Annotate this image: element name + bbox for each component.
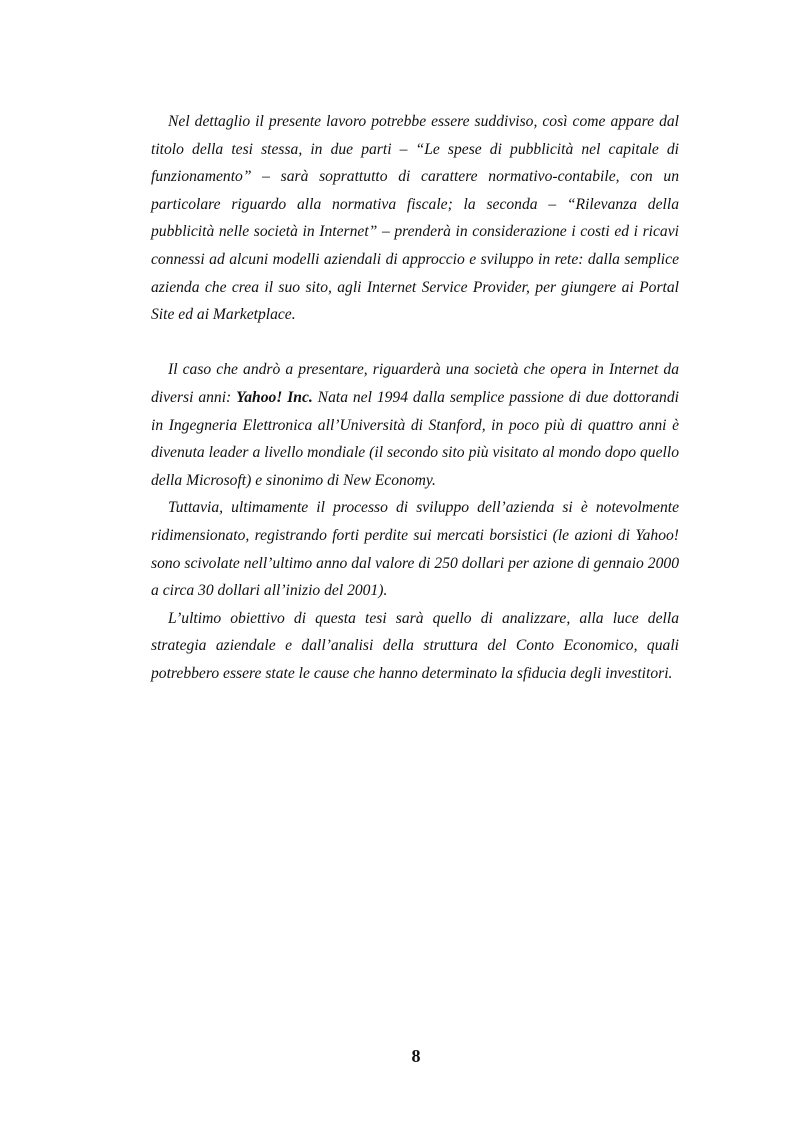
paragraph-yahoo-case-lead: Il caso che andrò a presentare, riguarderà una società che opera in Internet da diversi anni: bbox=[151, 361, 679, 406]
paragraph-intro: Nel dettaglio il presente lavoro potrebbe essere suddiviso, così come appare dal titolo della tesi stessa, in due parti – “Le spese di pubblicità nel capitale di funzionamento” – sarà soprattutto di carattere normativo-contabile, con un particolare riguardo alla normativa fiscale; la seconda – “Rilevanza della pubblicità nelle società in Internet” – prenderà in considerazione i costi ed i ricavi connessi ad alcuni modelli aziendali di approccio e sviluppo in rete: dalla semplice azienda che crea il suo sito, agli Internet Service Provider, per giungere ai Portal Site ed ai Marketplace. bbox=[151, 113, 679, 324]
paragraph-market-decline: Tuttavia, ultimamente il processo di sviluppo dell’azienda si è notevolmente ridimensionato, registrando forti perdite sui mercati borsistici (le azioni di Yahoo! sono scivolate nell’ultimo anno dal valore di 250 dollari per azione di gennaio 2000 a circa 30 dollari all’inizio del 2001). bbox=[151, 499, 679, 600]
company-name: Yahoo! Inc. bbox=[236, 388, 313, 406]
paragraph-yahoo-case bbox=[151, 356, 679, 494]
paragraph-objective: L’ultimo obiettivo di questa tesi sarà quello di analizzare, alla luce della strategia aziendale e dall’analisi della struttura del Conto Economico, quali potrebbero essere state le cause che hanno determinato la sfiducia degli investitori. bbox=[151, 609, 679, 682]
page-number: 8 bbox=[411, 1046, 421, 1066]
paragraph-yahoo-case-rest: Nata nel 1994 dalla semplice passione di due dottorandi in Ingegneria Elettronica all’Università di Stanford, in poco più di quattro anni è divenuta leader a livello mondiale (il secondo sito più visitato al mondo dopo quello della Microsoft) e sinonimo di New Economy. bbox=[151, 388, 679, 489]
paragraph-spacer bbox=[151, 329, 679, 357]
page-content bbox=[151, 108, 679, 687]
